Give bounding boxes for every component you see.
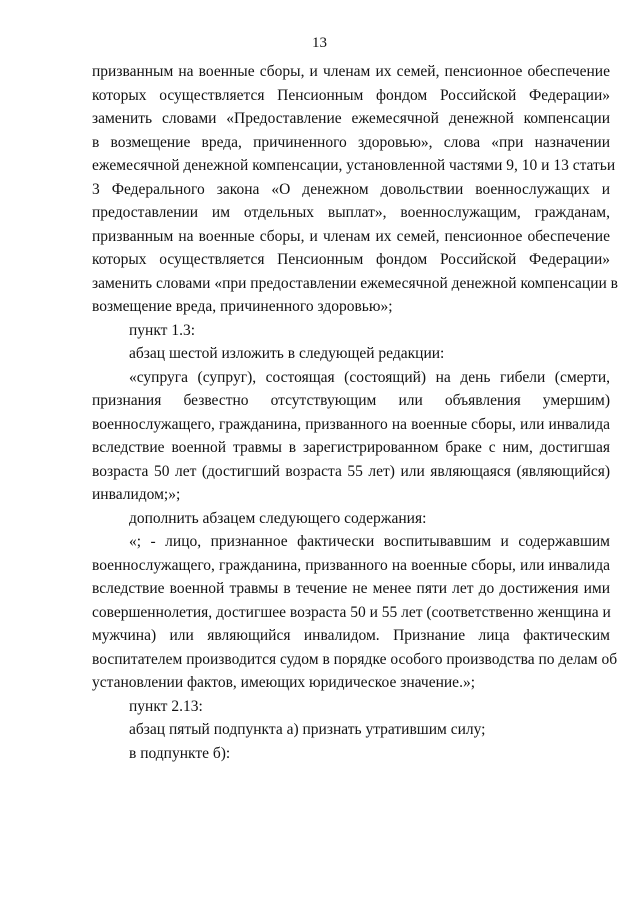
page-number: 13: [312, 35, 327, 51]
text-line: 3 Федерального закона «О денежном довольствии военнослужащих и: [92, 180, 610, 198]
text-line: ежемесячной денежной компенсации, установленной частями 9, 10 и 13 статьи: [92, 157, 616, 174]
text-line: вследствие военной травмы в зарегистрированном браке с ним, достигшая: [92, 439, 610, 456]
text-line: заменить словами «при предоставлении ежемесячной денежной компенсации в: [92, 274, 618, 292]
text-line: которых осуществляется Пенсионным фондом Российской Федерации»: [92, 251, 610, 268]
text-line: в подпункте б):: [129, 744, 231, 762]
text-line: мужчина) или являющийся инвалидом. Признание лица фактическим: [92, 627, 610, 644]
text-line: заменить словами «Предоставление ежемесячной денежной компенсации: [92, 110, 610, 127]
text-line: пункт 2.13:: [129, 697, 203, 715]
document-body: [92, 60, 618, 765]
text-line: в возмещение вреда, причиненного здоровью», слова «при назначении: [92, 133, 610, 151]
text-line: пункт 1.3:: [129, 321, 195, 339]
text-line: предоставлении им отдельных выплат», военнослужащим, гражданам,: [92, 204, 610, 221]
text-line: установлении фактов, имеющих юридическое значение.»;: [92, 674, 475, 691]
text-line: воспитателем производится судом в порядке особого производства по делам об: [92, 650, 618, 668]
text-line: инвалидом;»;: [92, 486, 181, 503]
text-line: совершеннолетия, достигшее возраста 50 и 55 лет (соответственно женщина и: [92, 603, 611, 621]
text-line: признания безвестно отсутствующим или объявления умершим): [92, 392, 610, 409]
text-line: возмещение вреда, причиненного здоровью»;: [92, 298, 393, 315]
text-line: абзац пятый подпункта а) признать утратившим силу;: [129, 721, 486, 738]
text-line: возраста 50 лет (достигший возраста 55 лет) или являющаяся (являющийся): [92, 462, 610, 480]
text-line: вследствие военной травмы в течение не менее пяти лет до достижения ими: [92, 580, 610, 597]
text-line: призванным на военные сборы, и членам их семей, пенсионное обеспечение: [92, 63, 610, 80]
text-line: «супруга (супруг), состоящая (состоящий) на день гибели (смерти,: [129, 368, 610, 386]
text-line: абзац шестой изложить в следующей редакции:: [129, 345, 445, 362]
text-line: военнослужащего, гражданина, призванного на военные сборы, или инвалида: [92, 415, 610, 433]
text-line: которых осуществляется Пенсионным фондом Российской Федерации»: [92, 86, 610, 104]
text-line: дополнить абзацем следующего содержания:: [129, 509, 427, 527]
text-line: призванным на военные сборы, и членам их семей, пенсионное обеспечение: [92, 227, 610, 245]
text-line: «; - лицо, признанное фактически воспитывавшим и содержавшим: [129, 533, 610, 550]
text-line: военнослужащего, гражданина, призванного на военные сборы, или инвалида: [92, 556, 610, 574]
